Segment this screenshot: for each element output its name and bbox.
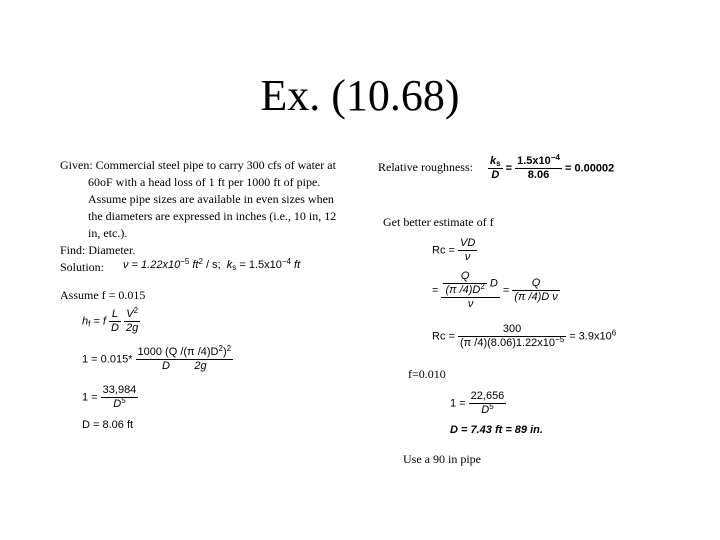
reynolds-result: Rc = $\frac{300}{(\pi /4)(8.06)1.22x10^{-5}}$ = $3.9x10^6$ (432, 323, 617, 349)
given-line: 60oF with a head loss of 1 ft per 1000 ft of pipe. (88, 175, 321, 189)
find-line: Find: Diameter. (60, 243, 136, 257)
properties-equation: $\nu = 1.22x10^{-5}$ $ft^2$ / s; $k_s = 1.5x10^{-4}$ ft (123, 257, 301, 272)
conclusion-line: Use a 90 in pipe (403, 452, 481, 466)
reynolds-definition: Rc = $\frac{VD}{\nu}$ (432, 237, 476, 263)
given-line: Given: Commercial steel pipe to carry 300 cfs of water at (60, 158, 336, 172)
solution-line: Solution: (60, 260, 105, 274)
assume-line: Assume f = 0.015 (60, 288, 146, 302)
reynolds-expansion: = $\frac{Q}{(\pi /4)D^2}$ D ν = $\frac{Q}{\text{(π /4)D ν}}$ (432, 270, 558, 310)
given-line: Assume pipe sizes are available in even sizes when (88, 192, 334, 206)
head-loss-equation: $h_f = f$ $\frac{L}{D}$ $\frac{V^2}{2g}$ (82, 306, 139, 334)
diameter-result: D = 8.06 ft (82, 419, 134, 431)
better-estimate-label: Get better estimate of f (383, 215, 494, 229)
first-iteration-equation: 1 = 0.015* $\frac{1000 (Q /(\pi /4)D^2)^2}{D 2g}$ (82, 344, 232, 372)
diameter-result-second: D = 7.43 ft = 89 in. (450, 424, 543, 436)
friction-factor-line: f=0.010 (408, 367, 446, 381)
d5-equation: 1 = $\frac{33,984}{D^5}$ (82, 384, 137, 410)
d5-equation-second: 1 = $\frac{22,656}{D^5}$ (450, 390, 505, 416)
relative-roughness-equation: $\frac{k_s}{D}$ = $\frac{1.5x10^{-4}}{8.06}$ = 0.00002 (490, 153, 615, 181)
relative-roughness-label: Relative roughness: (378, 160, 473, 174)
given-line: the diameters are expressed in inches (i.e., 10 in, 12 (88, 209, 337, 223)
slide-title: Ex. (10.68) (260, 71, 460, 120)
given-line: in, etc.). (88, 226, 128, 240)
